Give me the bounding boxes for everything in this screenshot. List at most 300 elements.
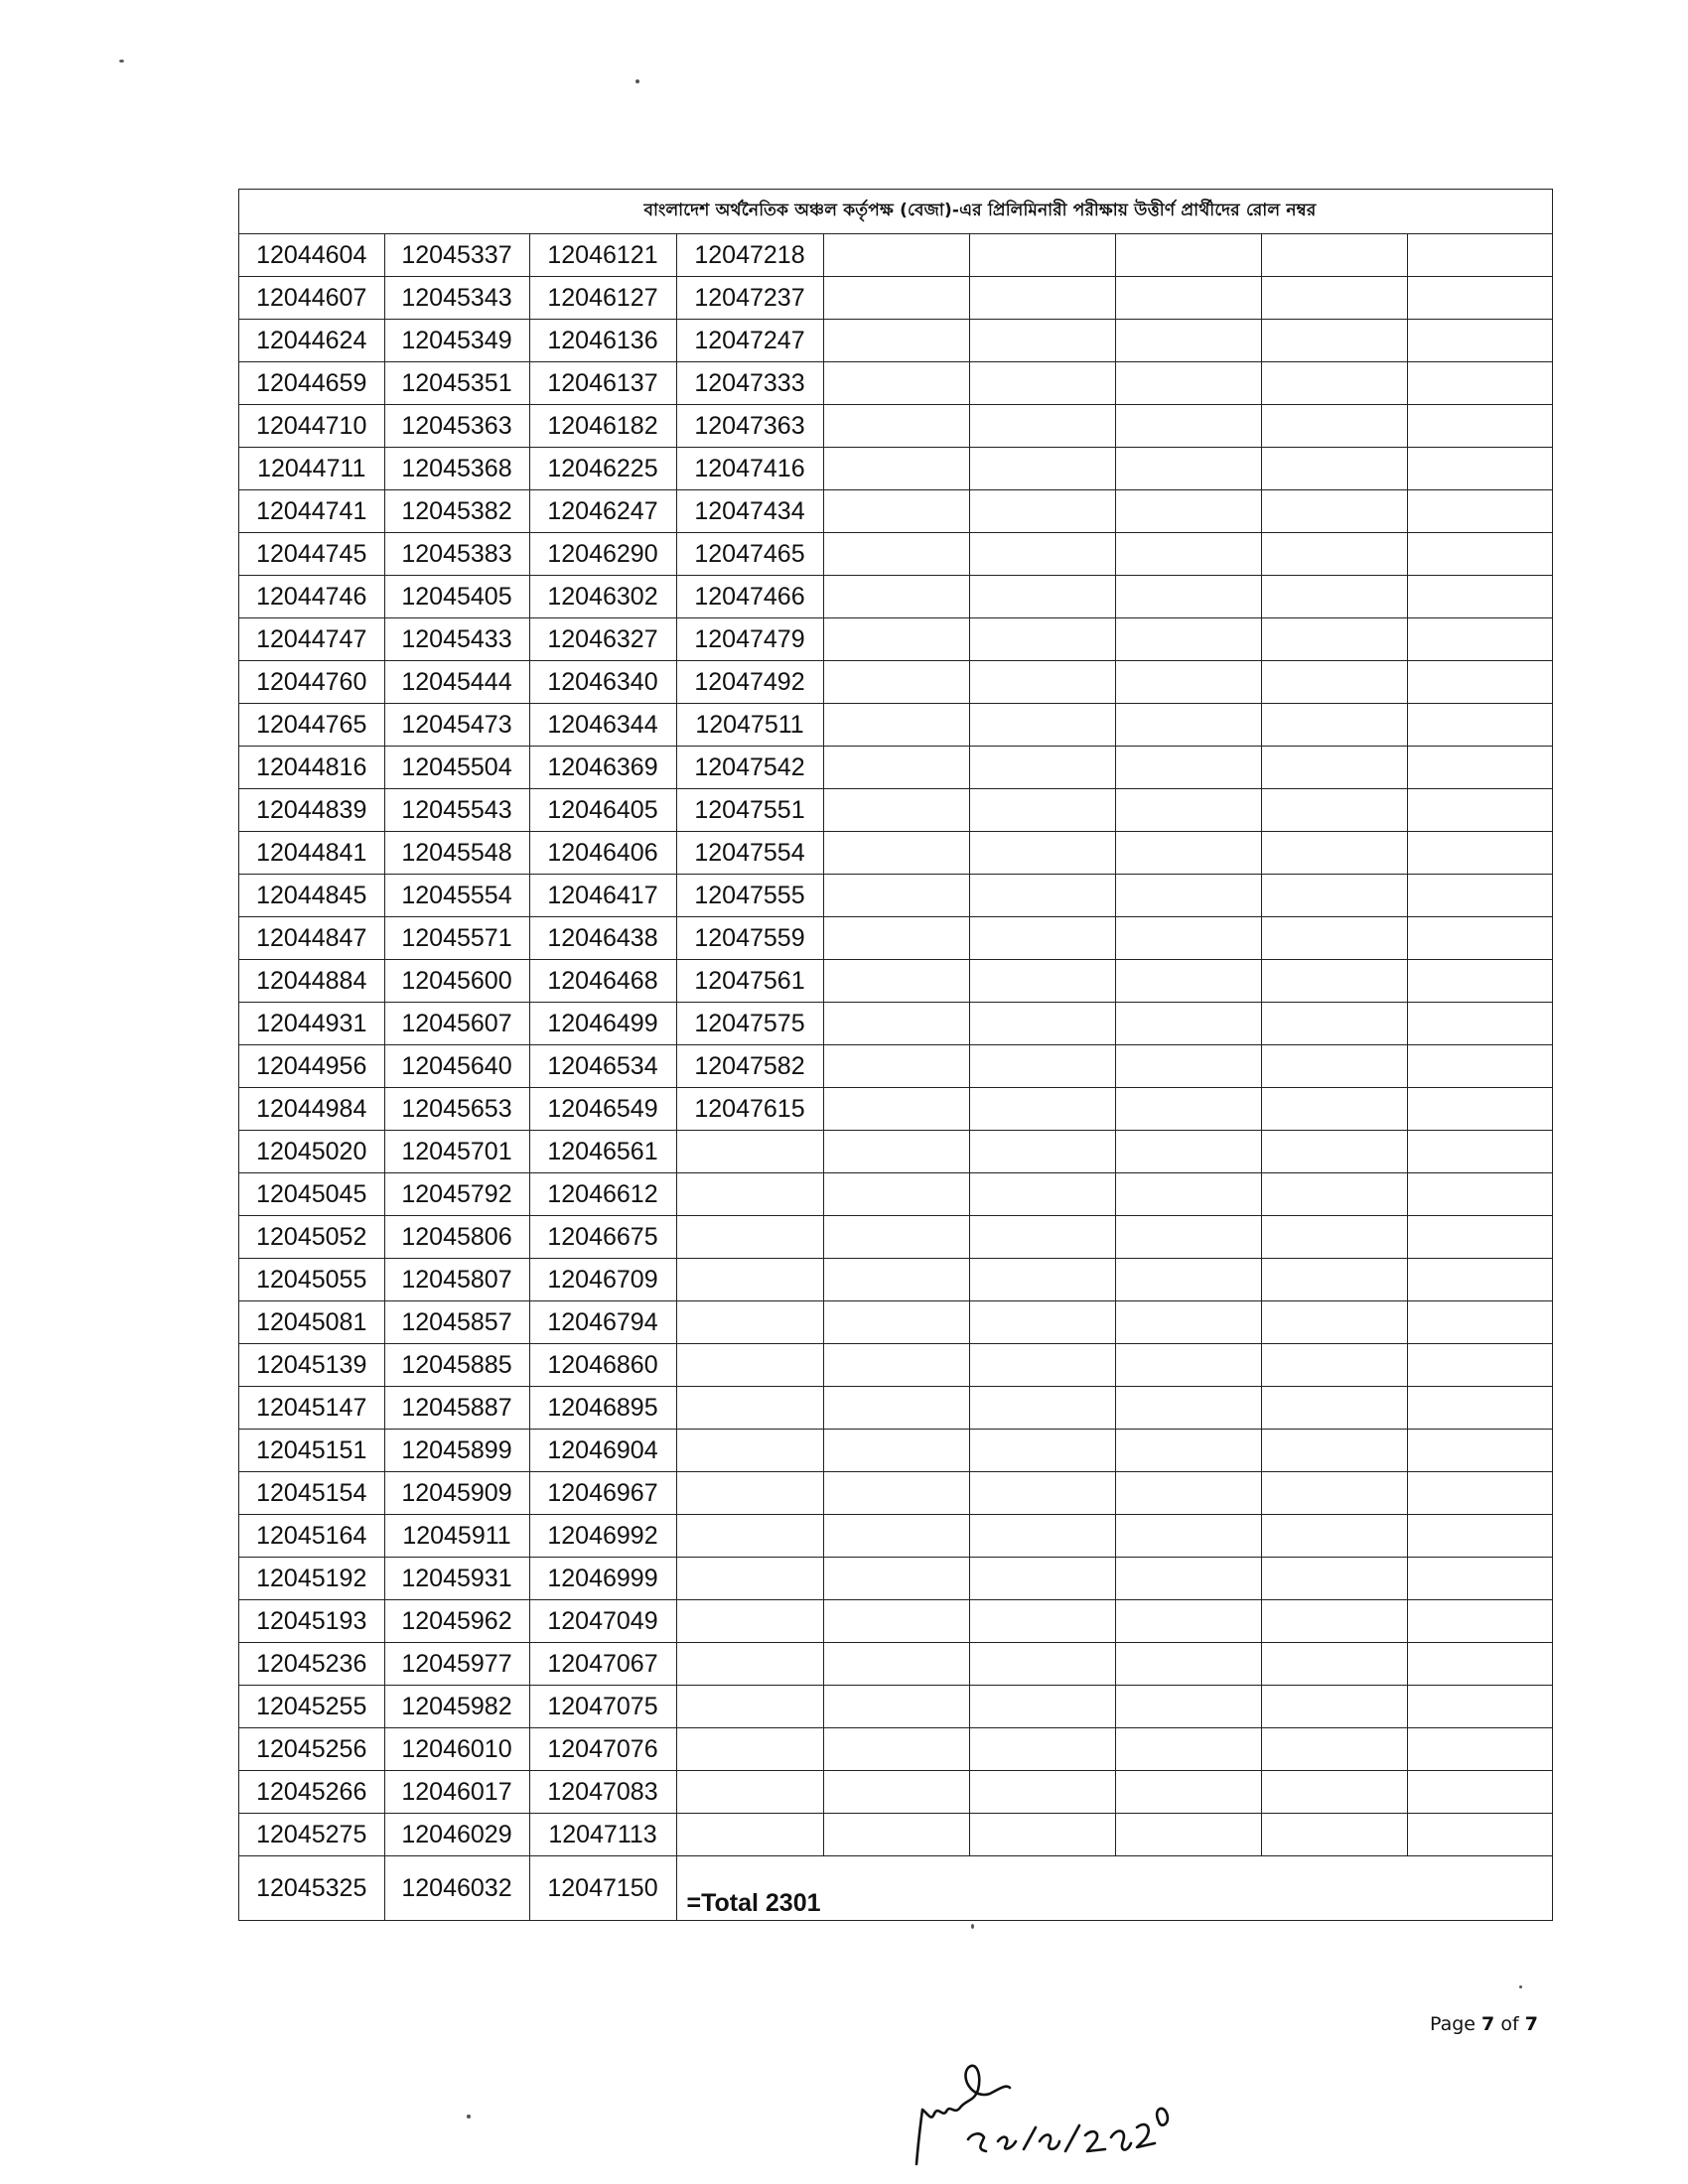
- roll-number-cell: 12046709: [529, 1259, 676, 1301]
- empty-cell: [1407, 1259, 1552, 1301]
- table-row: [239, 832, 1552, 875]
- empty-cell: [676, 1558, 823, 1600]
- roll-number-cell: 12045548: [384, 832, 529, 875]
- empty-cell: [1115, 1173, 1261, 1216]
- empty-cell: [1261, 1045, 1407, 1088]
- empty-cell: [1115, 405, 1261, 448]
- empty-cell: [823, 405, 969, 448]
- empty-cell: [969, 618, 1115, 661]
- roll-number-cell: 12044841: [239, 832, 384, 875]
- roll-number-cell: 12045543: [384, 789, 529, 832]
- roll-number-cell: 12045154: [239, 1472, 384, 1515]
- roll-number-cell: 12046121: [529, 234, 676, 277]
- empty-cell: [969, 917, 1115, 960]
- empty-cell: [1407, 448, 1552, 490]
- empty-cell: [969, 789, 1115, 832]
- roll-number-cell: 12047465: [676, 533, 823, 576]
- roll-number-cell: 12045600: [384, 960, 529, 1003]
- roll-number-cell: 12045792: [384, 1173, 529, 1216]
- table-row: [239, 362, 1552, 405]
- empty-cell: [1261, 234, 1407, 277]
- empty-cell: [1115, 1387, 1261, 1430]
- table-row: [239, 1045, 1552, 1088]
- empty-cell: [676, 1216, 823, 1259]
- empty-cell: [1261, 1301, 1407, 1344]
- empty-cell: [1261, 1686, 1407, 1728]
- roll-number-cell: 12046127: [529, 277, 676, 320]
- empty-cell: [1407, 789, 1552, 832]
- empty-cell: [1115, 320, 1261, 362]
- empty-cell: [969, 1472, 1115, 1515]
- empty-cell: [823, 1472, 969, 1515]
- empty-cell: [1261, 1558, 1407, 1600]
- empty-cell: [1407, 917, 1552, 960]
- empty-cell: [1407, 1045, 1552, 1088]
- empty-cell: [1407, 960, 1552, 1003]
- empty-cell: [1407, 234, 1552, 277]
- roll-number-cell: 12044847: [239, 917, 384, 960]
- roll-number-cell: 12045444: [384, 661, 529, 704]
- roll-number-cell: 12047551: [676, 789, 823, 832]
- roll-number-cell: 12045052: [239, 1216, 384, 1259]
- roll-number-cell: 12045504: [384, 747, 529, 789]
- empty-cell: [676, 1259, 823, 1301]
- roll-number-cell: 12045256: [239, 1728, 384, 1771]
- empty-cell: [1407, 1131, 1552, 1173]
- roll-number-cell: 12045266: [239, 1771, 384, 1814]
- empty-cell: [676, 1173, 823, 1216]
- empty-cell: [969, 1344, 1115, 1387]
- empty-cell: [1115, 1216, 1261, 1259]
- handwritten-signature: [899, 2030, 1226, 2179]
- roll-number-cell: 12046344: [529, 704, 676, 747]
- roll-number-cell: 12045885: [384, 1344, 529, 1387]
- roll-number-cell: 12046136: [529, 320, 676, 362]
- roll-number-cell: 12045405: [384, 576, 529, 618]
- empty-cell: [969, 1643, 1115, 1686]
- roll-number-cell: 12045806: [384, 1216, 529, 1259]
- empty-cell: [1261, 661, 1407, 704]
- empty-cell: [1407, 1088, 1552, 1131]
- roll-number-cell: 12044745: [239, 533, 384, 576]
- empty-cell: [969, 747, 1115, 789]
- roll-number-cell: 12045433: [384, 618, 529, 661]
- empty-cell: [1407, 405, 1552, 448]
- roll-number-cell: 12047554: [676, 832, 823, 875]
- roll-number-table-frame: [238, 189, 1553, 1921]
- empty-cell: [1407, 1600, 1552, 1643]
- table-row: [239, 1643, 1552, 1686]
- empty-cell: [1115, 661, 1261, 704]
- empty-cell: [823, 1643, 969, 1686]
- empty-cell: [823, 789, 969, 832]
- roll-number-cell: 12044624: [239, 320, 384, 362]
- roll-number-cell: 12046534: [529, 1045, 676, 1088]
- empty-cell: [969, 277, 1115, 320]
- roll-number-cell: 12046017: [384, 1771, 529, 1814]
- roll-number-cell: 12046290: [529, 533, 676, 576]
- roll-number-cell: 12046468: [529, 960, 676, 1003]
- empty-cell: [969, 362, 1115, 405]
- roll-number-cell: 12045081: [239, 1301, 384, 1344]
- roll-number-cell: 12046182: [529, 405, 676, 448]
- empty-cell: [1261, 789, 1407, 832]
- empty-cell: [823, 1387, 969, 1430]
- table-row: [239, 234, 1552, 277]
- empty-cell: [969, 1600, 1115, 1643]
- empty-cell: [823, 448, 969, 490]
- empty-cell: [823, 832, 969, 875]
- roll-number-cell: 12045045: [239, 1173, 384, 1216]
- empty-cell: [676, 1814, 823, 1856]
- empty-cell: [1407, 1515, 1552, 1558]
- empty-cell: [823, 1003, 969, 1045]
- empty-cell: [969, 1814, 1115, 1856]
- empty-cell: [969, 1686, 1115, 1728]
- empty-cell: [1407, 704, 1552, 747]
- empty-cell: [823, 1728, 969, 1771]
- table-row: [239, 661, 1552, 704]
- empty-cell: [969, 533, 1115, 576]
- empty-cell: [969, 1771, 1115, 1814]
- empty-cell: [1115, 704, 1261, 747]
- empty-cell: [1261, 1259, 1407, 1301]
- table-row: [239, 789, 1552, 832]
- empty-cell: [1115, 1771, 1261, 1814]
- roll-number-cell: 12046999: [529, 1558, 676, 1600]
- roll-number-cell: 12047479: [676, 618, 823, 661]
- table-row: [239, 1771, 1552, 1814]
- table-row: [239, 1814, 1552, 1856]
- roll-number-cell: 12044816: [239, 747, 384, 789]
- empty-cell: [823, 1515, 969, 1558]
- roll-number-cell: 12047466: [676, 576, 823, 618]
- roll-number-cell: 12045982: [384, 1686, 529, 1728]
- roll-number-cell: 12044845: [239, 875, 384, 917]
- roll-number-cell: 12047615: [676, 1088, 823, 1131]
- table-row: [239, 1856, 1552, 1921]
- empty-cell: [823, 1131, 969, 1173]
- empty-cell: [823, 1558, 969, 1600]
- roll-number-cell: 12045899: [384, 1430, 529, 1472]
- table-row: [239, 1600, 1552, 1643]
- roll-number-cell: 12044765: [239, 704, 384, 747]
- roll-number-cell: 12046369: [529, 747, 676, 789]
- empty-cell: [1407, 533, 1552, 576]
- empty-cell: [969, 661, 1115, 704]
- empty-cell: [1407, 362, 1552, 405]
- empty-cell: [1115, 576, 1261, 618]
- empty-cell: [676, 1643, 823, 1686]
- roll-number-cell: 12047575: [676, 1003, 823, 1045]
- empty-cell: [676, 1344, 823, 1387]
- empty-cell: [1407, 747, 1552, 789]
- roll-number-cell: 12044746: [239, 576, 384, 618]
- roll-number-cell: 12047555: [676, 875, 823, 917]
- empty-cell: [1261, 1472, 1407, 1515]
- roll-number-cell: 12045193: [239, 1600, 384, 1643]
- empty-cell: [1261, 405, 1407, 448]
- empty-cell: [969, 1131, 1115, 1173]
- empty-cell: [969, 1088, 1115, 1131]
- empty-cell: [1261, 1173, 1407, 1216]
- empty-cell: [676, 1515, 823, 1558]
- empty-cell: [1115, 362, 1261, 405]
- empty-cell: [1261, 1088, 1407, 1131]
- empty-cell: [1115, 832, 1261, 875]
- roll-number-cell: 12046225: [529, 448, 676, 490]
- roll-number-cell: 12044884: [239, 960, 384, 1003]
- empty-cell: [969, 704, 1115, 747]
- roll-number-cell: 12047363: [676, 405, 823, 448]
- roll-number-cell: 12046895: [529, 1387, 676, 1430]
- empty-cell: [823, 1259, 969, 1301]
- empty-cell: [969, 1216, 1115, 1259]
- empty-cell: [1407, 1344, 1552, 1387]
- roll-number-cell: 12046327: [529, 618, 676, 661]
- empty-cell: [823, 917, 969, 960]
- empty-cell: [823, 960, 969, 1003]
- empty-cell: [969, 448, 1115, 490]
- roll-number-cell: 12045139: [239, 1344, 384, 1387]
- roll-number-cell: 12045275: [239, 1814, 384, 1856]
- roll-number-cell: 12045977: [384, 1643, 529, 1686]
- empty-cell: [823, 1173, 969, 1216]
- empty-cell: [1115, 1472, 1261, 1515]
- roll-number-cell: 12045554: [384, 875, 529, 917]
- roll-number-cell: 12047542: [676, 747, 823, 789]
- roll-number-cell: 12047076: [529, 1728, 676, 1771]
- empty-cell: [1115, 1814, 1261, 1856]
- table-row: [239, 1430, 1552, 1472]
- roll-number-cell: 12047582: [676, 1045, 823, 1088]
- empty-cell: [969, 1728, 1115, 1771]
- roll-number-cell: 12046340: [529, 661, 676, 704]
- table-row: [239, 1131, 1552, 1173]
- roll-number-cell: 12045236: [239, 1643, 384, 1686]
- empty-cell: [823, 1771, 969, 1814]
- empty-cell: [1261, 1430, 1407, 1472]
- empty-cell: [1407, 1728, 1552, 1771]
- table-row: [239, 320, 1552, 362]
- roll-number-cell: 12046612: [529, 1173, 676, 1216]
- roll-number-cell: 12044741: [239, 490, 384, 533]
- empty-cell: [1407, 832, 1552, 875]
- empty-cell: [1407, 618, 1552, 661]
- empty-cell: [823, 320, 969, 362]
- empty-cell: [1407, 1003, 1552, 1045]
- empty-cell: [1261, 1643, 1407, 1686]
- table-row: [239, 277, 1552, 320]
- empty-cell: [1407, 1686, 1552, 1728]
- empty-cell: [823, 1686, 969, 1728]
- empty-cell: [823, 1600, 969, 1643]
- empty-cell: [823, 1301, 969, 1344]
- table-row: [239, 618, 1552, 661]
- roll-number-cell: 12044604: [239, 234, 384, 277]
- empty-cell: [1407, 1771, 1552, 1814]
- empty-cell: [1261, 1771, 1407, 1814]
- empty-cell: [969, 1173, 1115, 1216]
- roll-number-cell: 12046137: [529, 362, 676, 405]
- empty-cell: [1407, 277, 1552, 320]
- empty-cell: [1261, 1216, 1407, 1259]
- empty-cell: [823, 234, 969, 277]
- empty-cell: [1261, 362, 1407, 405]
- roll-number-cell: 12046032: [384, 1856, 529, 1921]
- empty-cell: [676, 1600, 823, 1643]
- empty-cell: [1115, 1558, 1261, 1600]
- empty-cell: [1115, 917, 1261, 960]
- empty-cell: [969, 875, 1115, 917]
- roll-number-cell: 12045368: [384, 448, 529, 490]
- table-row: [239, 1301, 1552, 1344]
- empty-cell: [969, 320, 1115, 362]
- table-row: [239, 1686, 1552, 1728]
- table-row: [239, 960, 1552, 1003]
- empty-cell: [969, 576, 1115, 618]
- table-row: [239, 1728, 1552, 1771]
- empty-cell: [1261, 576, 1407, 618]
- roll-number-cell: 12044984: [239, 1088, 384, 1131]
- roll-number-cell: 12044760: [239, 661, 384, 704]
- empty-cell: [823, 1430, 969, 1472]
- scan-speck: [119, 60, 124, 63]
- empty-cell: [1261, 277, 1407, 320]
- roll-number-cell: 12045701: [384, 1131, 529, 1173]
- roll-number-cell: 12045325: [239, 1856, 384, 1921]
- empty-cell: [1407, 576, 1552, 618]
- roll-number-cell: 12046247: [529, 490, 676, 533]
- roll-number-cell: 12047333: [676, 362, 823, 405]
- empty-cell: [1261, 1131, 1407, 1173]
- roll-number-cell: 12044710: [239, 405, 384, 448]
- roll-number-cell: 12045931: [384, 1558, 529, 1600]
- page-word: Page: [1430, 2013, 1476, 2035]
- empty-cell: [969, 1387, 1115, 1430]
- empty-cell: [1261, 1003, 1407, 1045]
- empty-cell: [969, 405, 1115, 448]
- empty-cell: [1261, 1344, 1407, 1387]
- roll-number-cell: 12045571: [384, 917, 529, 960]
- roll-number-cell: 12047067: [529, 1643, 676, 1686]
- roll-number-cell: 12045857: [384, 1301, 529, 1344]
- empty-cell: [1115, 789, 1261, 832]
- roll-number-table: [239, 234, 1552, 1920]
- empty-cell: [676, 1131, 823, 1173]
- table-row: [239, 1472, 1552, 1515]
- roll-number-cell: 12045363: [384, 405, 529, 448]
- empty-cell: [1261, 747, 1407, 789]
- empty-cell: [1115, 618, 1261, 661]
- roll-number-cell: 12046675: [529, 1216, 676, 1259]
- empty-cell: [676, 1301, 823, 1344]
- empty-cell: [1261, 1814, 1407, 1856]
- roll-number-cell: 12045255: [239, 1686, 384, 1728]
- empty-cell: [1407, 1472, 1552, 1515]
- of-word: of: [1500, 2013, 1519, 2035]
- roll-number-cell: 12046860: [529, 1344, 676, 1387]
- roll-number-cell: 12045911: [384, 1515, 529, 1558]
- empty-cell: [823, 1088, 969, 1131]
- empty-cell: [1115, 533, 1261, 576]
- roll-number-cell: 12047218: [676, 234, 823, 277]
- roll-number-cell: 12044607: [239, 277, 384, 320]
- roll-number-cell: 12046904: [529, 1430, 676, 1472]
- empty-cell: [1115, 1686, 1261, 1728]
- roll-number-cell: 12046029: [384, 1814, 529, 1856]
- scan-speck: [635, 79, 639, 83]
- table-row: [239, 1173, 1552, 1216]
- empty-cell: [969, 1301, 1115, 1344]
- page-current: 7: [1481, 2013, 1495, 2035]
- roll-number-cell: 12047237: [676, 277, 823, 320]
- empty-cell: [823, 1814, 969, 1856]
- empty-cell: [676, 1472, 823, 1515]
- roll-number-cell: 12047083: [529, 1771, 676, 1814]
- empty-cell: [1407, 661, 1552, 704]
- roll-number-cell: 12046010: [384, 1728, 529, 1771]
- roll-number-cell: 12045020: [239, 1131, 384, 1173]
- roll-number-cell: 12047049: [529, 1600, 676, 1643]
- empty-cell: [1115, 1045, 1261, 1088]
- empty-cell: [1261, 618, 1407, 661]
- roll-number-cell: 12044711: [239, 448, 384, 490]
- roll-number-cell: 12045807: [384, 1259, 529, 1301]
- empty-cell: [1115, 1430, 1261, 1472]
- roll-number-cell: 12045383: [384, 533, 529, 576]
- roll-number-cell: 12044839: [239, 789, 384, 832]
- roll-number-cell: 12046992: [529, 1515, 676, 1558]
- roll-number-cell: 12047492: [676, 661, 823, 704]
- table-row: [239, 747, 1552, 789]
- empty-cell: [969, 1430, 1115, 1472]
- empty-cell: [823, 277, 969, 320]
- empty-cell: [969, 234, 1115, 277]
- roll-number-cell: 12047511: [676, 704, 823, 747]
- empty-cell: [1261, 448, 1407, 490]
- roll-number-cell: 12046561: [529, 1131, 676, 1173]
- empty-cell: [823, 1344, 969, 1387]
- table-row: [239, 533, 1552, 576]
- empty-cell: [1407, 1643, 1552, 1686]
- empty-cell: [1407, 1558, 1552, 1600]
- empty-cell: [676, 1771, 823, 1814]
- roll-number-cell: 12045343: [384, 277, 529, 320]
- empty-cell: [1115, 1301, 1261, 1344]
- table-row: [239, 1003, 1552, 1045]
- empty-cell: [1261, 1600, 1407, 1643]
- roll-number-cell: 12047113: [529, 1814, 676, 1856]
- empty-cell: [823, 704, 969, 747]
- roll-number-cell: 12046405: [529, 789, 676, 832]
- scan-speck: [1519, 1985, 1522, 1988]
- empty-cell: [1115, 747, 1261, 789]
- empty-cell: [969, 1558, 1115, 1600]
- empty-cell: [1261, 1515, 1407, 1558]
- roll-number-cell: 12046499: [529, 1003, 676, 1045]
- roll-number-cell: 12045337: [384, 234, 529, 277]
- empty-cell: [1115, 1088, 1261, 1131]
- empty-cell: [823, 362, 969, 405]
- empty-cell: [969, 1259, 1115, 1301]
- empty-cell: [1261, 1387, 1407, 1430]
- empty-cell: [1115, 1728, 1261, 1771]
- empty-cell: [1115, 1259, 1261, 1301]
- empty-cell: [823, 1216, 969, 1259]
- empty-cell: [1261, 704, 1407, 747]
- table-row: [239, 875, 1552, 917]
